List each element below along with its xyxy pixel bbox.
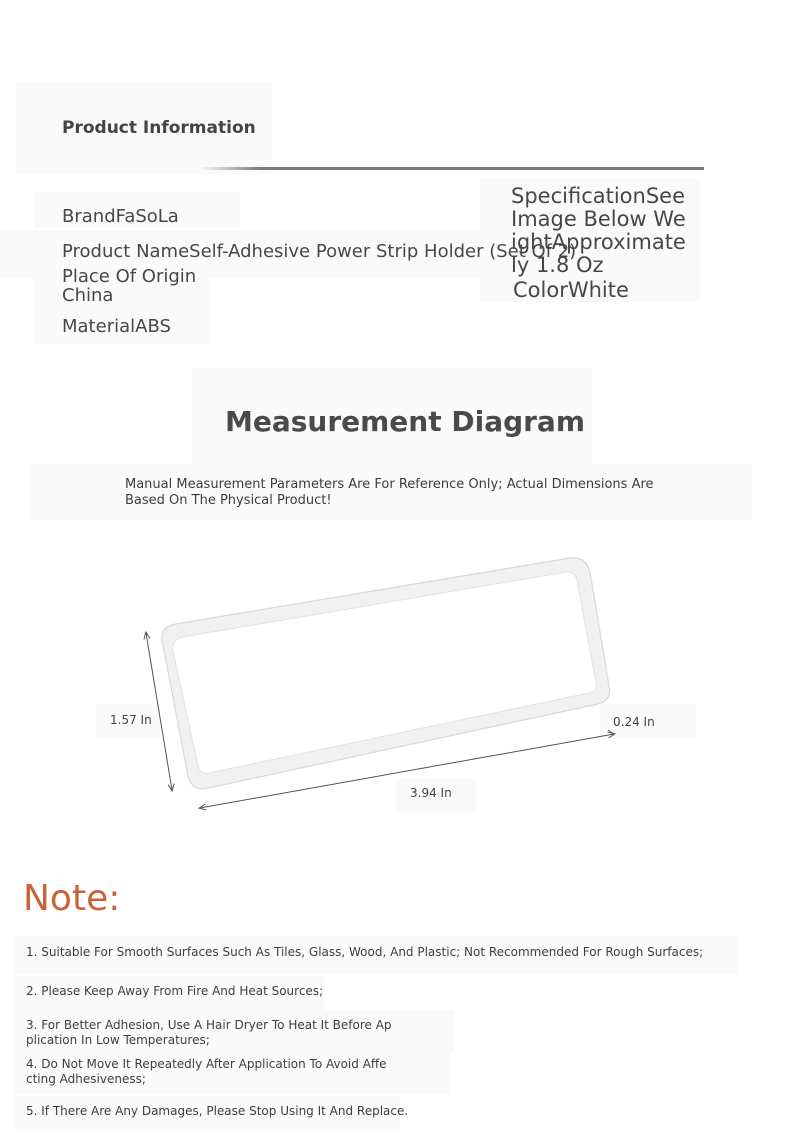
- note-item: 5. If There Are Any Damages, Please Stop Using It And Replace.: [26, 1104, 409, 1118]
- product-outline-diagram: [0, 540, 790, 830]
- height-label: 1.57 In: [110, 713, 152, 727]
- thickness-label: 0.24 In: [613, 715, 655, 729]
- measurement-diagram-heading: Measurement Diagram: [224, 405, 586, 438]
- section-divider: [200, 167, 704, 170]
- spec-place-of-origin: Place Of OriginChina: [62, 266, 197, 306]
- spec-material: MaterialABS: [62, 316, 171, 337]
- spec-product-name: Product NameSelf-Adhesive Power Strip Holder (Set Of 2): [62, 241, 577, 262]
- note-heading: Note:: [23, 878, 121, 919]
- note-item: 4. Do Not Move It Repeatedly After Application To Avoid Affecting Adhesiveness;: [26, 1057, 387, 1086]
- thickness-tick: [608, 730, 614, 734]
- product-information-heading: Product Information: [62, 118, 256, 138]
- measurement-disclaimer: Manual Measurement Parameters Are For Reference Only; Actual Dimensions Are Based On The Physical Product!: [125, 477, 654, 508]
- length-label: 3.94 In: [410, 786, 452, 800]
- note-item: 1. Suitable For Smooth Surfaces Such As Tiles, Glass, Wood, And Plastic; Not Recommended For Rough Surfaces;: [26, 945, 704, 959]
- spec-specification-weight: SpecificationSee Image Below WeightApproximately 1.8 Oz: [511, 184, 686, 277]
- spec-color: ColorWhite: [513, 278, 629, 302]
- spec-brand: BrandFaSoLa: [62, 206, 179, 227]
- note-item: 2. Please Keep Away From Fire And Heat Sources;: [26, 984, 324, 998]
- note-item: 3. For Better Adhesion, Use A Hair Dryer To Heat It Before Application In Low Temperatures;: [26, 1018, 392, 1047]
